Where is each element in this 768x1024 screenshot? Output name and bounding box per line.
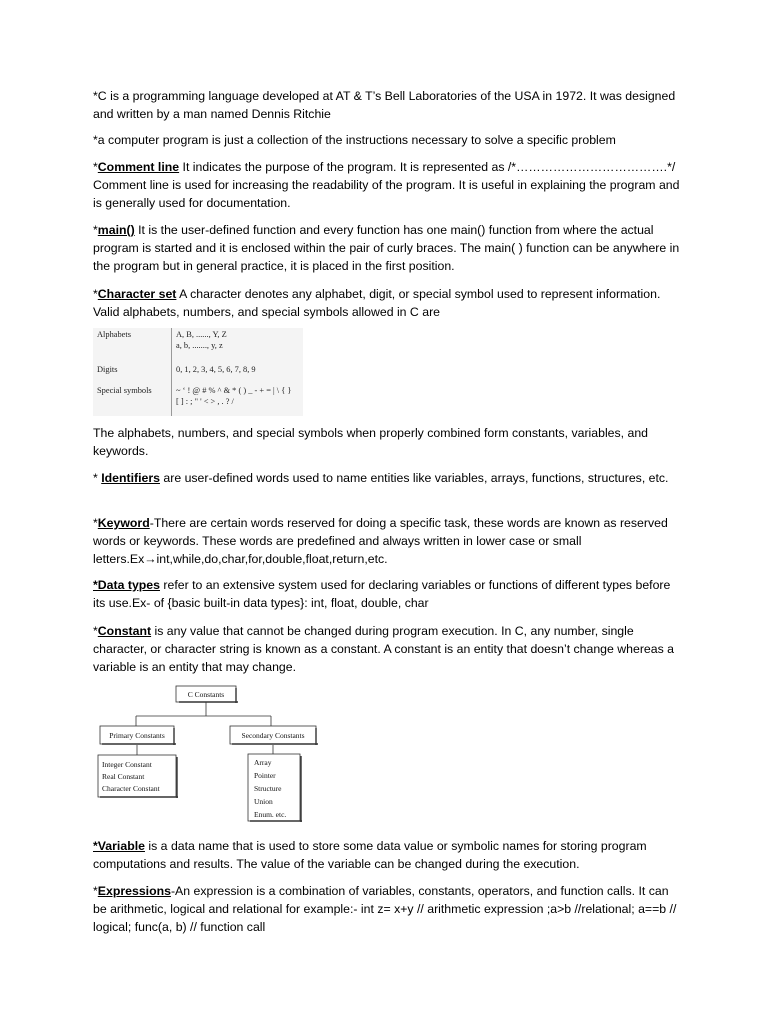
term-data-types: *Data types [93, 578, 160, 592]
para-c-history: *C is a programming language developed at AT & T’s Bell Laboratories of the USA in 1972. It was designed and written by a man named Dennis Ritchie [93, 89, 676, 121]
term-keyword: Keyword [97, 516, 150, 530]
prefix: * [93, 287, 98, 301]
digits-label: Digits [97, 364, 118, 374]
para-keyword [93, 514, 683, 568]
definition-text: -An expression is a combination of variables, constants, operators, and function calls. It can be arithmetic, logical and relational for example:- int z= x+y // arithmetic expression ;a>b //relational; a==b // logical; func(a, b) // function call [93, 884, 677, 934]
para-identifiers [93, 469, 683, 487]
definition-text: It indicates the purpose of the program. It is represented as /*……………………………….*/ Comment line is used for increasing the readability of the program. It is useful in explaining the program and is generally used for documentation. [93, 160, 680, 210]
prefix: * [93, 471, 102, 485]
definition-text: is any value that cannot be changed during program execution. In C, any number, single character, or character string is known as a constant. A constant is an entity that doesn’t change whereas a variable is an entity that may change. [93, 624, 675, 674]
para-main-function [93, 221, 683, 275]
special-row-1: ~ ‘ ! @ # % ^ & * ( ) _ - + = | \ { } [176, 386, 292, 396]
term-variable: *Variable [93, 839, 145, 853]
definition-text: A character denotes any alphabet, digit, or special symbol used to represent information. Valid alphabets, numbers, and special symbols allowed in C are [93, 287, 661, 319]
character-set-table [93, 328, 303, 416]
c-constants-diagram [93, 683, 325, 823]
alphabets-lower: a, b, ......., y, z [176, 341, 223, 350]
definition-text: are user-defined words used to name entities like variables, arrays, functions, structures, etc. [159, 471, 669, 485]
alphabets-value [172, 328, 304, 359]
prefix: * [93, 160, 98, 174]
para-combination: The alphabets, numbers, and special symbols when properly combined form constants, variables, and keywords. [93, 426, 649, 458]
secondary-constants-label: Secondary Constants [241, 731, 305, 740]
term-main: main() [97, 223, 135, 237]
term-expressions: Expressions [97, 884, 171, 898]
secondary-item: Enum. etc. [254, 810, 287, 819]
secondary-item: Structure [254, 784, 282, 793]
digits-value: 0, 1, 2, 3, 4, 5, 6, 7, 8, 9 [172, 359, 304, 381]
alphabets-upper: A, B, ......, Y, Z [176, 330, 227, 339]
term-constant: Constant [97, 624, 152, 638]
para-variable [93, 837, 683, 873]
secondary-item: Array [254, 758, 272, 767]
prefix: * [93, 223, 98, 237]
prefix: * [93, 884, 98, 898]
primary-constants-label: Primary Constants [109, 731, 165, 740]
secondary-item: Pointer [254, 771, 276, 780]
special-symbols-label: Special symbols [97, 386, 152, 396]
para-expressions [93, 882, 683, 936]
term-character-set: Character set [97, 287, 177, 301]
term-comment-line: Comment line [97, 160, 180, 174]
para-comment-line [93, 158, 683, 212]
para-program-definition: *a computer program is just a collection of the instructions necessary to solve a specific problem [93, 133, 616, 147]
primary-item: Integer Constant [102, 760, 152, 769]
definition-text: -There are certain words reserved for doing a specific task, these words are known as reserved words or keywords. These words are predefined and always written in lower case or small letters.Ex→int,while,do,char,for,double,float,return,etc. [93, 516, 668, 566]
primary-item: Character Constant [102, 784, 160, 793]
definition-text: refer to an extensive system used for declaring variables or functions of different types before its use.Ex- of {basic built-in data types}: int, float, double, char [93, 578, 671, 610]
prefix: * [93, 624, 98, 638]
primary-item: Real Constant [102, 772, 145, 781]
special-symbols-value [172, 380, 304, 416]
definition-text: It is the user-defined function and every function has one main() function from where the actual program is started and it is enclosed within the pair of curly braces. The main( ) function can be anywhere in the program but in general practice, it is placed in the first position. [93, 223, 680, 273]
definition-text: is a data name that is used to store some data value or symbolic names for storing program computations and results. The value of the variable can be changed during the execution. [93, 839, 647, 871]
special-row-2: [ ] : ; " ' < > , . ? / [176, 397, 234, 407]
prefix: * [93, 516, 98, 530]
secondary-item: Union [254, 797, 273, 806]
term-identifiers: Identifiers [101, 471, 160, 485]
alphabets-label: Alphabets [97, 330, 131, 339]
para-character-set [93, 285, 683, 321]
para-data-types [93, 576, 683, 612]
root-label: C Constants [187, 690, 225, 699]
para-constant [93, 622, 683, 676]
